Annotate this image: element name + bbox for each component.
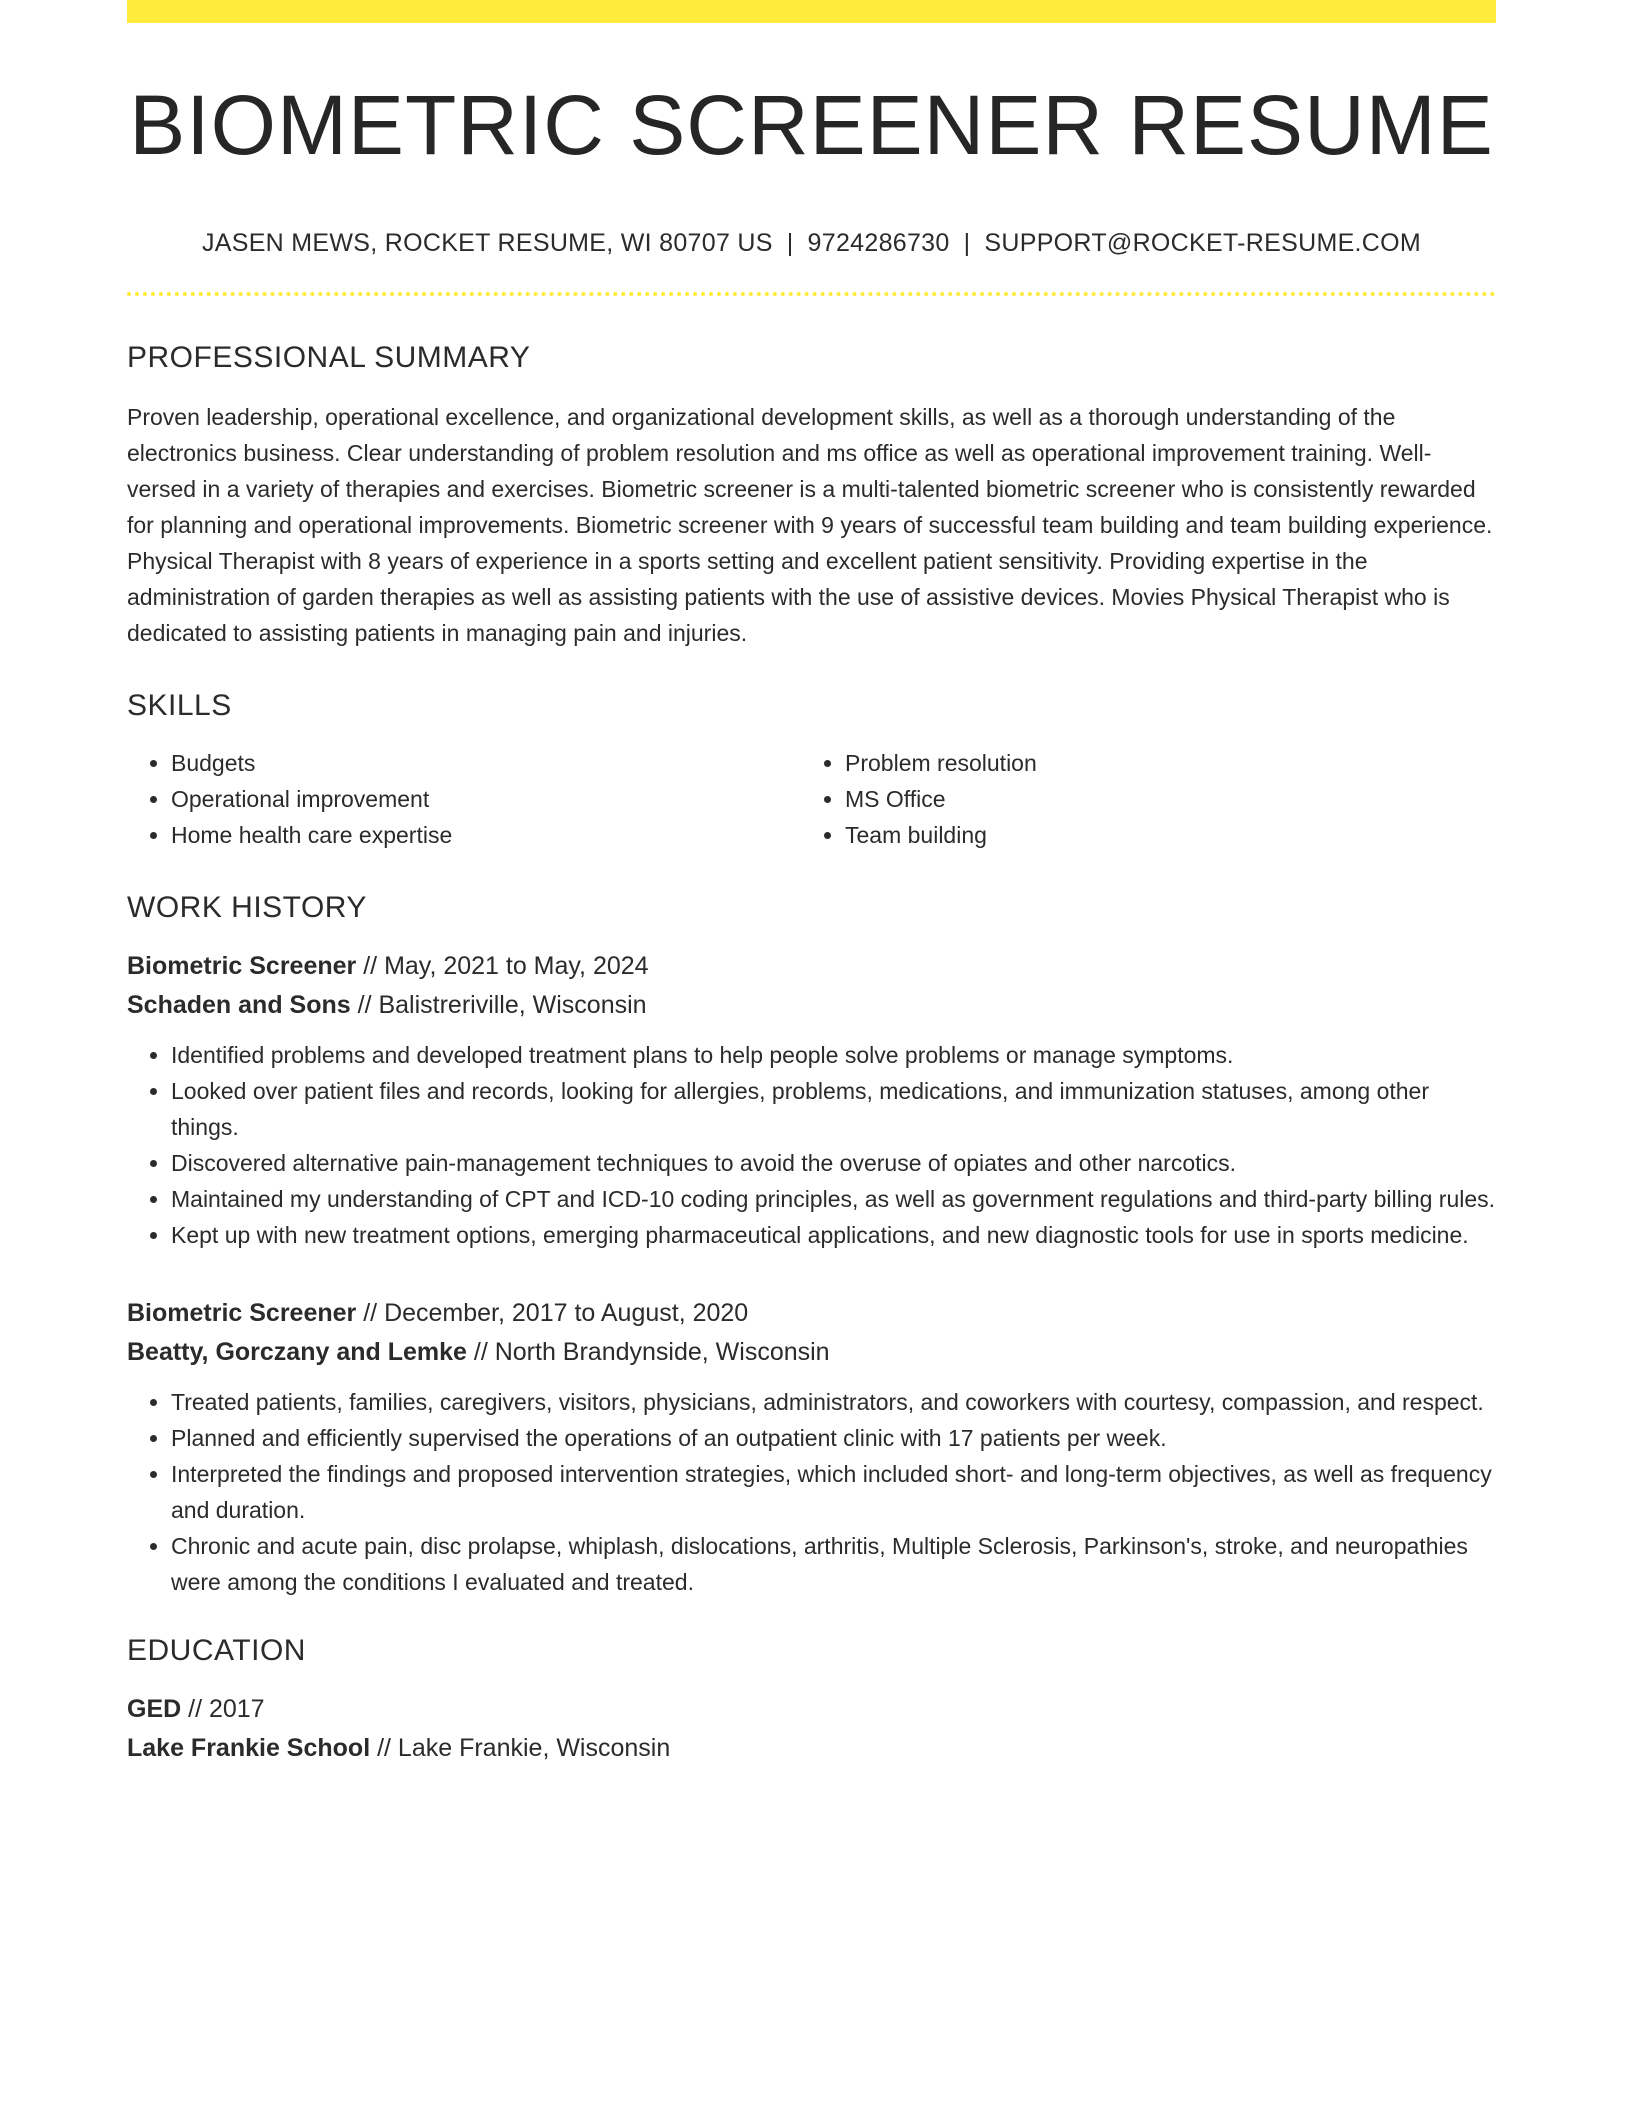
- skill-item: • Operational improvement: [171, 781, 801, 817]
- contact-separator: |: [963, 229, 971, 257]
- job-dates: // May, 2021 to May, 2024: [356, 952, 649, 980]
- contact-email: SUPPORT@ROCKET-RESUME.COM: [984, 229, 1422, 257]
- contact-line: [127, 231, 1496, 256]
- job-dates: // December, 2017 to August, 2020: [356, 1299, 749, 1327]
- job-title-line: [127, 947, 1496, 986]
- job-location: // North Brandynside, Wisconsin: [466, 1338, 830, 1366]
- job-bullet: • Chronic and acute pain, disc prolapse, whiplash, dislocations, arthritis, Multiple Sclerosis, Parkinson's, stroke, and neuropathies were among the conditions I evaluated and treated.: [171, 1528, 1496, 1600]
- education-degree: GED: [127, 1695, 182, 1723]
- skills-column-right: [801, 745, 1475, 853]
- job-bullet: • Maintained my understanding of CPT and ICD-10 coding principles, as well as government regulations and third-party billing rules.: [171, 1181, 1496, 1217]
- job-company-line: [127, 986, 1496, 1025]
- education-school-line: [127, 1729, 1496, 1768]
- education-year: // 2017: [181, 1695, 265, 1723]
- job-bullet: • Planned and efficiently supervised the operations of an outpatient clinic with 17 patients per week.: [171, 1420, 1496, 1456]
- resume-title: BIOMETRIC SCREENER RESUME: [129, 78, 1494, 172]
- job-bullet: • Kept up with new treatment options, emerging pharmaceutical applications, and new diagnostic tools for use in sports medicine.: [171, 1217, 1496, 1253]
- job-bullet: • Looked over patient files and records, looking for allergies, problems, medications, and immunization statuses, among other things.: [171, 1073, 1496, 1145]
- education-degree-line: [127, 1690, 1496, 1729]
- education-school: Lake Frankie School: [127, 1734, 371, 1762]
- job-company: Schaden and Sons: [127, 991, 351, 1019]
- job-bullet: • Identified problems and developed treatment plans to help people solve problems or manage symptoms.: [171, 1037, 1496, 1073]
- job-company: Beatty, Gorczany and Lemke: [127, 1338, 467, 1366]
- job-entry: [127, 947, 1496, 1253]
- job-bullet: • Treated patients, families, caregivers, visitors, physicians, administrators, and coworkers with courtesy, compassion, and respect.: [171, 1384, 1496, 1420]
- job-entry: [127, 1294, 1496, 1600]
- education-entry: [127, 1690, 1496, 1768]
- job-location: // Balistreriville, Wisconsin: [350, 991, 647, 1019]
- skills-list: [127, 745, 1496, 853]
- resume-page: [127, 0, 1496, 1768]
- contact-separator: |: [786, 229, 794, 257]
- skill-item: • MS Office: [845, 781, 1475, 817]
- job-bullet: • Discovered alternative pain-management techniques to avoid the overuse of opiates and other narcotics.: [171, 1145, 1496, 1181]
- skills-column-left: [127, 745, 801, 853]
- work-heading: WORK HISTORY: [127, 891, 367, 924]
- job-bullets: [127, 1384, 1496, 1600]
- job-title: Biometric Screener: [127, 952, 357, 980]
- education-heading: EDUCATION: [127, 1634, 306, 1667]
- contact-phone: 9724286730: [807, 229, 950, 257]
- job-title: Biometric Screener: [127, 1299, 357, 1327]
- summary-heading: PROFESSIONAL SUMMARY: [127, 341, 531, 374]
- job-company-line: [127, 1333, 1496, 1372]
- dotted-divider: [127, 292, 1496, 296]
- skill-item: • Home health care expertise: [171, 817, 801, 853]
- summary-text: Proven leadership, operational excellence, and organizational development skills, as well as a thorough understanding of the electronics business. Clear understanding of problem resolution and ms office as well as operational improvement training. Well-versed in a variety of therapies and exercises. Biometric screener is a multi-talented biometric screener who is consistently rewarded for planning and operational improvements. Biometric screener with 9 years of successful team building and team building experience. Physical Therapist with 8 years of experience in a sports setting and excellent patient sensitivity. Providing expertise in the administration of garden therapies as well as assisting patients with the use of assistive devices. Movies Physical Therapist who is dedicated to assisting patients in managing pain and injuries.: [127, 404, 1493, 646]
- education-location: // Lake Frankie, Wisconsin: [370, 1734, 671, 1762]
- skill-item: • Team building: [845, 817, 1475, 853]
- accent-top-bar: [127, 0, 1496, 23]
- contact-address: JASEN MEWS, ROCKET RESUME, WI 80707 US: [201, 229, 773, 257]
- job-title-line: [127, 1294, 1496, 1333]
- skill-item: • Problem resolution: [845, 745, 1475, 781]
- job-bullets: [127, 1037, 1496, 1253]
- skill-item: • Budgets: [171, 745, 801, 781]
- skills-heading: SKILLS: [127, 689, 232, 722]
- job-bullet: • Interpreted the findings and proposed intervention strategies, which included short- and long-term objectives, as well as frequency and duration.: [171, 1456, 1496, 1528]
